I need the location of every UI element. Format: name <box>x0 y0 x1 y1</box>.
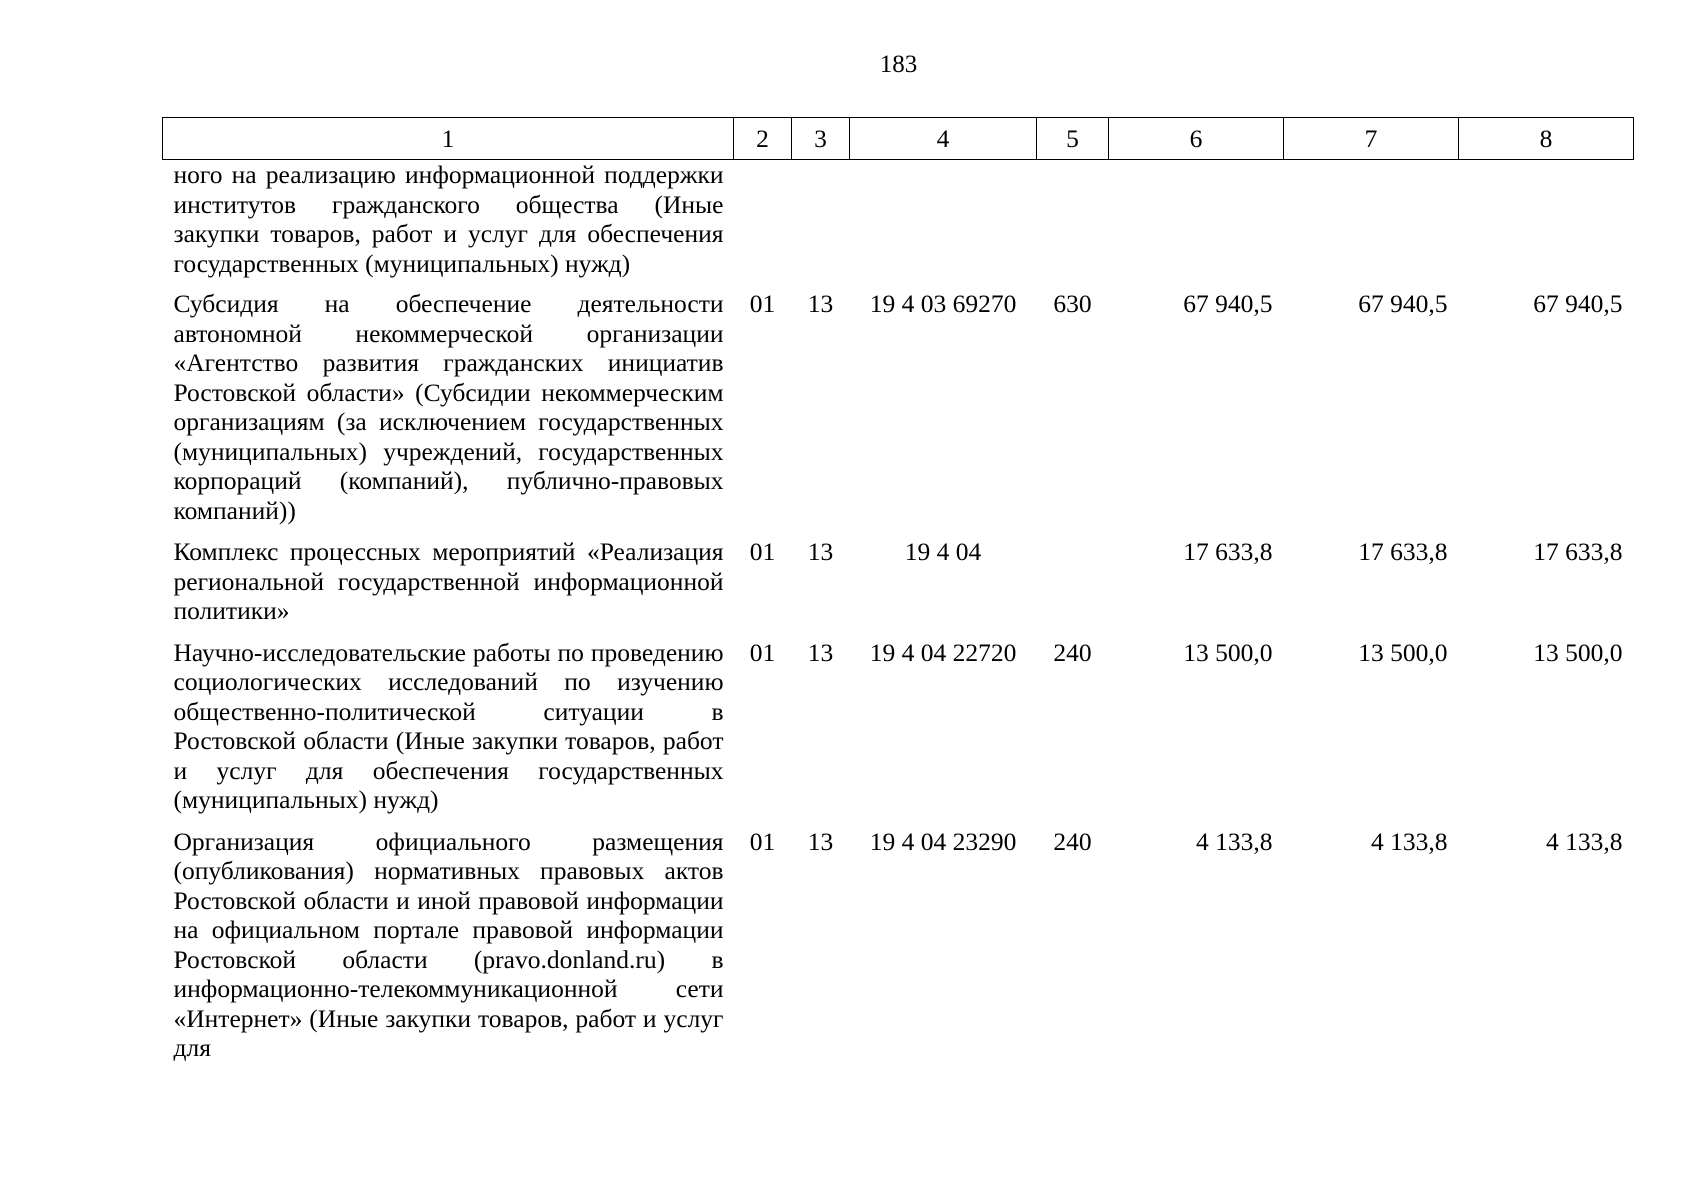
row-name: Субсидия на обеспечение деятельности автономной некоммерческой организации «Агентство развития гражданских инициатив Ростовской области» (Субсидии некоммерческим организациям (за исключением государственных (муниципальных) учреждений, государственных корпораций (компаний), публично-правовых компаний)) <box>173 289 724 525</box>
header-col-3: 3 <box>792 118 850 160</box>
table-row <box>163 160 1634 290</box>
row-section: 01 <box>749 637 776 667</box>
row-target-article <box>850 160 1037 290</box>
row-section: 01 <box>749 537 776 566</box>
header-col-8: 8 <box>1459 118 1634 160</box>
row-expense-type: 240 <box>1053 637 1092 667</box>
row-subsection: 13 <box>807 637 834 667</box>
row-value-col6: 4 133,8 <box>1196 826 1273 856</box>
row-value-col8: 17 633,8 <box>1533 537 1623 566</box>
row-value-col7: 17 633,8 <box>1358 537 1448 566</box>
header-col-7: 7 <box>1284 118 1459 160</box>
row-target-article: 19 4 03 69270 <box>869 289 1017 318</box>
row-expense-type <box>1037 537 1109 638</box>
row-target-article: 19 4 04 23290 <box>869 826 1017 856</box>
page-number: 183 <box>879 51 918 78</box>
header-row <box>163 118 1634 160</box>
row-expense-type: 240 <box>1053 826 1092 856</box>
row-value-col6: 67 940,5 <box>1183 289 1273 318</box>
row-subsection: 13 <box>807 289 834 318</box>
header-col-1: 1 <box>163 118 734 160</box>
row-subsection: 13 <box>807 537 834 566</box>
row-value-col8: 4 133,8 <box>1546 826 1623 856</box>
row-expense-type: 630 <box>1053 289 1092 318</box>
row-name: Организация официального размещения (опубликования) нормативных правовых актов Ростовской области и иной правовой информации на официальном портале правовой информации Ростовской области (pravo.donland.ru) в информационно-телекоммуникационной сети «Интернет» (Иные закупки товаров, работ и услуг для <box>173 826 724 1062</box>
row-name: Научно-исследовательские работы по проведению социологических исследований по изучению общественно-политической ситуации в Ростовской области (Иные закупки товаров, работ и услуг для обеспечения государственных (муниципальных) нужд) <box>173 637 724 814</box>
table-row <box>163 537 1634 638</box>
row-section <box>734 160 792 290</box>
header-col-4: 4 <box>850 118 1037 160</box>
header-col-5: 5 <box>1037 118 1109 160</box>
row-value-col7: 67 940,5 <box>1358 289 1448 318</box>
row-section: 01 <box>749 289 776 318</box>
row-name: Комплекс процессных мероприятий «Реализация региональной государственной информационной политики» <box>173 537 724 625</box>
table-row <box>163 638 1634 827</box>
budget-table <box>162 117 1634 1063</box>
row-name: ного на реализацию информационной поддержки институтов гражданского общества (Иные закупки товаров, работ и услуг для обеспечения государственных (муниципальных) нужд) <box>173 160 724 278</box>
table-header <box>163 118 1634 160</box>
row-value-col6: 13 500,0 <box>1183 637 1273 667</box>
header-col-2: 2 <box>734 118 792 160</box>
row-value-col8: 13 500,0 <box>1533 637 1623 667</box>
table-body <box>163 160 1634 1063</box>
row-value-col6: 17 633,8 <box>1183 537 1273 566</box>
row-value-col7: 13 500,0 <box>1358 637 1448 667</box>
table-row <box>163 827 1634 1063</box>
table-row <box>163 289 1634 537</box>
row-value-col7 <box>1284 160 1459 290</box>
row-subsection: 13 <box>807 826 834 856</box>
row-value-col8: 67 940,5 <box>1533 289 1623 318</box>
row-value-col7: 4 133,8 <box>1371 826 1448 856</box>
row-expense-type <box>1037 160 1109 290</box>
row-target-article: 19 4 04 <box>904 537 982 566</box>
row-section: 01 <box>749 826 776 856</box>
row-value-col6 <box>1109 160 1284 290</box>
row-value-col8 <box>1459 160 1634 290</box>
header-col-6: 6 <box>1109 118 1284 160</box>
row-subsection <box>792 160 850 290</box>
row-target-article: 19 4 04 22720 <box>869 637 1017 667</box>
